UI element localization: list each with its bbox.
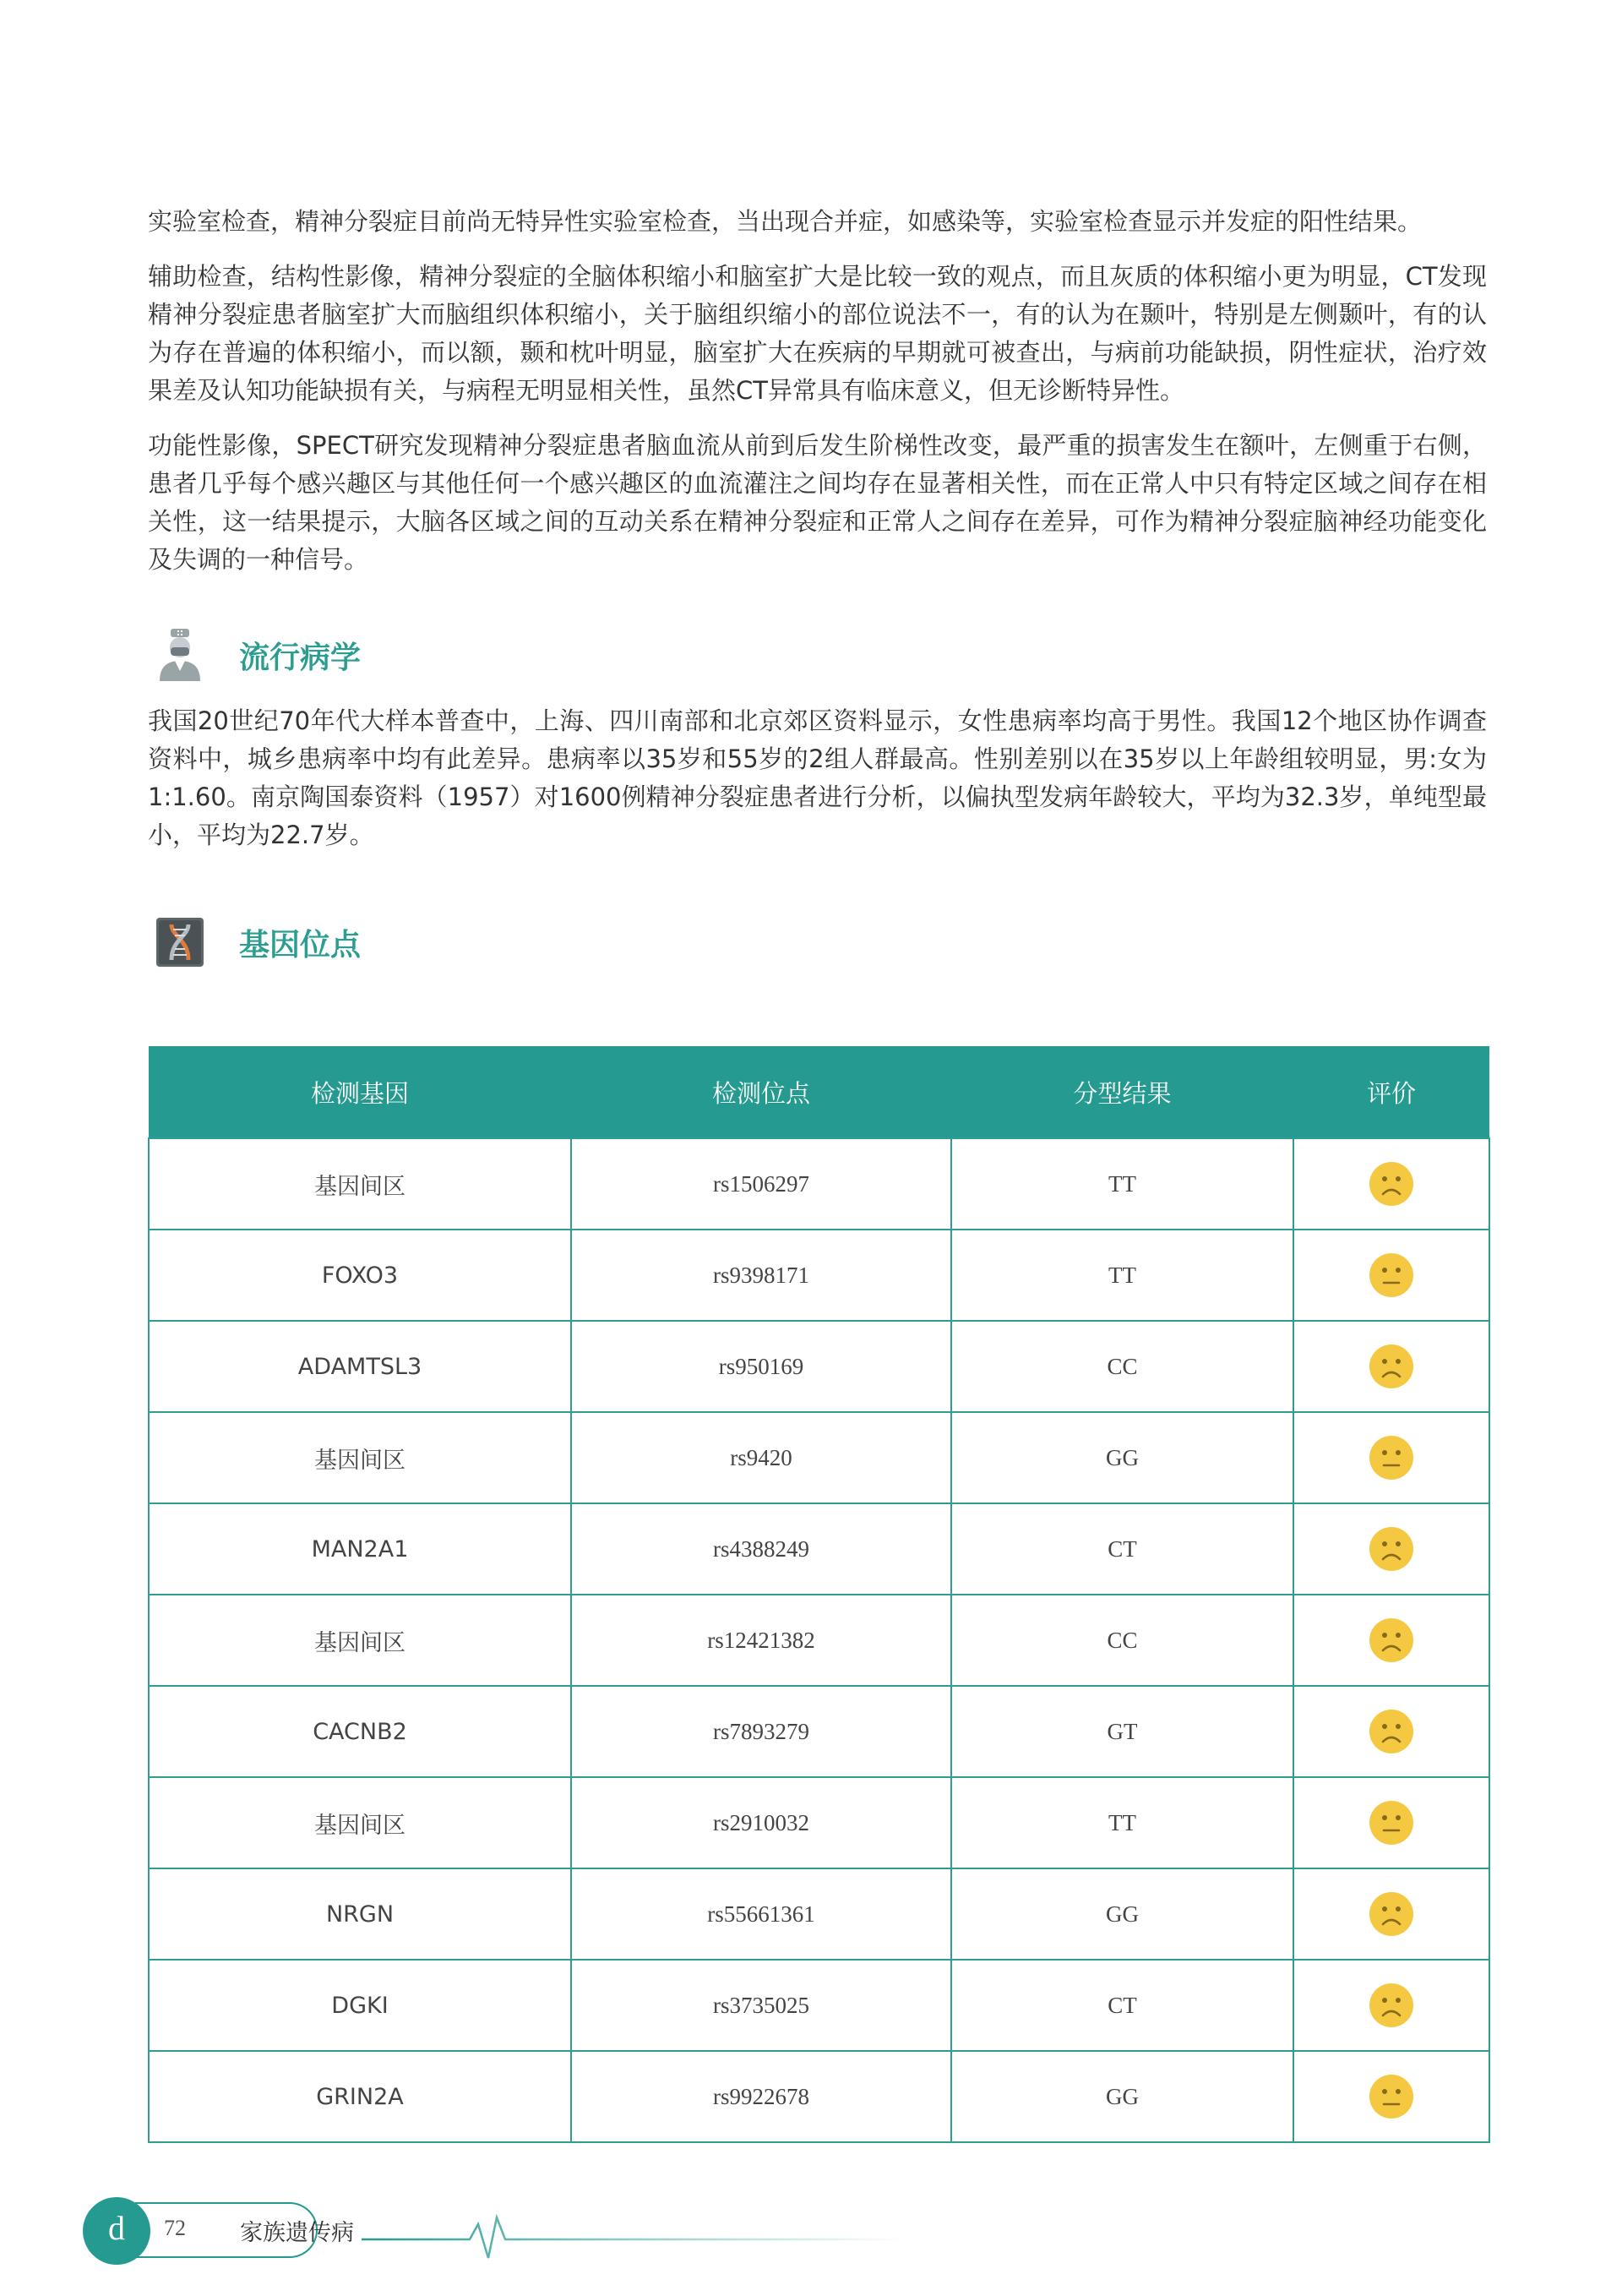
table-row — [149, 1960, 1489, 2051]
table-row — [149, 1686, 1489, 1777]
locus-cell: rs7893279 — [571, 1686, 951, 1777]
gene-table — [148, 1046, 1490, 2143]
gene-cell: 基因间区 — [149, 1777, 571, 1868]
rating-cell — [1293, 1777, 1489, 1868]
section-title-epidemiology: 流行病学 — [239, 640, 362, 675]
page-footer — [83, 2197, 843, 2265]
paragraph-epidemiology: 我国20世纪70年代大样本普查中，上海、四川南部和北京郊区资料显示，女性患病率均高于男性。我国12个地区协作调查资料中，城乡患病率中均有此差异。患病率以35岁和55岁的2组人群最高。性别差别以在35岁以上年龄组较明显，男:女为1:1.60。南京陶国泰资料（1957）对1600例精神分裂症患者进行分析，以偏执型发病年龄较大，平均为32.3岁，单纯型最小，平均为22.7岁。 — [148, 706, 1487, 849]
gene-cell: 基因间区 — [149, 1412, 571, 1503]
locus-cell: rs3735025 — [571, 1960, 951, 2051]
table-row — [149, 1777, 1489, 1868]
heartbeat-line-icon — [362, 2206, 902, 2265]
sad-face-icon — [1368, 1160, 1415, 1208]
table-row — [149, 1595, 1489, 1686]
table-row — [149, 2051, 1489, 2142]
book-title: 家族遗传病 — [240, 2220, 354, 2246]
footer-letter-badge: d — [83, 2197, 150, 2265]
gene-cell: GRIN2A — [149, 2051, 571, 2142]
genotype-cell: CT — [951, 1960, 1293, 2051]
paragraph-lab-tests: 实验室检查，精神分裂症目前尚无特异性实验室检查，当出现合并症，如感染等，实验室检查显示并发症的阳性结果。 — [148, 207, 1423, 236]
rating-cell — [1293, 1868, 1489, 1960]
dna-icon — [155, 914, 205, 970]
locus-cell: rs55661361 — [571, 1868, 951, 1960]
genotype-cell: GG — [951, 1412, 1293, 1503]
rating-cell — [1293, 1960, 1489, 2051]
rating-cell — [1293, 2051, 1489, 2142]
header-rating: 评价 — [1293, 1046, 1489, 1138]
rating-cell — [1293, 1230, 1489, 1321]
neutral-face-icon — [1368, 1252, 1415, 1299]
genotype-cell: GT — [951, 1686, 1293, 1777]
rating-cell — [1293, 1412, 1489, 1503]
header-locus: 检测位点 — [571, 1046, 951, 1138]
gene-cell: 基因间区 — [149, 1138, 571, 1230]
doctor-icon — [155, 627, 205, 683]
paragraph-structural-imaging: 辅助检查，结构性影像，精神分裂症的全脑体积缩小和脑室扩大是比较一致的观点，而且灰质的体积缩小更为明显，CT发现精神分裂症患者脑室扩大而脑组织体积缩小，关于脑组织缩小的部位说法不一，有的认为在颞叶，特别是左侧颞叶，有的认为存在普遍的体积缩小，而以额，颞和枕叶明显，脑室扩大在疾病的早期就可被查出，与病前功能缺损，阴性症状，治疗效果差及认知功能缺损有关，与病程无明显相关性，虽然CT异常具有临床意义，但无诊断特异性。 — [148, 262, 1487, 405]
gene-cell: NRGN — [149, 1868, 571, 1960]
genotype-cell: GG — [951, 2051, 1293, 2142]
genotype-cell: CT — [951, 1503, 1293, 1595]
locus-cell: rs12421382 — [571, 1595, 951, 1686]
rating-cell — [1293, 1321, 1489, 1412]
sad-face-icon — [1368, 1708, 1415, 1755]
table-row — [149, 1138, 1489, 1230]
genotype-cell: GG — [951, 1868, 1293, 1960]
genotype-cell: TT — [951, 1138, 1293, 1230]
gene-cell: 基因间区 — [149, 1595, 571, 1686]
sad-face-icon — [1368, 1617, 1415, 1664]
page-number: 72 — [164, 2216, 186, 2240]
sad-face-icon — [1368, 1343, 1415, 1390]
section-header-gene-loci — [148, 908, 1487, 976]
paragraph-functional-imaging: 功能性影像，SPECT研究发现精神分裂症患者脑血流从前到后发生阶梯性改变，最严重的损害发生在额叶，左侧重于右侧，患者几乎每个感兴趣区与其他任何一个感兴趣区的血流灌注之间均存在显著相关性，而在正常人中只有特定区域之间存在相关性，这一结果提示，大脑各区域之间的互动关系在精神分裂症和正常人之间存在差异，可作为精神分裂症脑神经功能变化及失调的一种信号。 — [148, 431, 1487, 574]
locus-cell: rs9922678 — [571, 2051, 951, 2142]
locus-cell: rs4388249 — [571, 1503, 951, 1595]
rating-cell — [1293, 1503, 1489, 1595]
locus-cell: rs9398171 — [571, 1230, 951, 1321]
header-genotype: 分型结果 — [951, 1046, 1293, 1138]
table-row — [149, 1230, 1489, 1321]
table-row — [149, 1321, 1489, 1412]
table-row — [149, 1868, 1489, 1960]
page-content — [148, 203, 1487, 976]
gene-cell: ADAMTSL3 — [149, 1321, 571, 1412]
section-header-epidemiology — [148, 621, 1487, 689]
rating-cell — [1293, 1595, 1489, 1686]
section-title-gene-loci: 基因位点 — [239, 927, 362, 963]
gene-cell: MAN2A1 — [149, 1503, 571, 1595]
neutral-face-icon — [1368, 1799, 1415, 1846]
genotype-cell: CC — [951, 1595, 1293, 1686]
header-gene: 检测基因 — [149, 1046, 571, 1138]
gene-cell: FOXO3 — [149, 1230, 571, 1321]
gene-cell: DGKI — [149, 1960, 571, 2051]
sad-face-icon — [1368, 1525, 1415, 1573]
genotype-cell: TT — [951, 1777, 1293, 1868]
neutral-face-icon — [1368, 1434, 1415, 1481]
rating-cell — [1293, 1686, 1489, 1777]
sad-face-icon — [1368, 1890, 1415, 1938]
rating-cell — [1293, 1138, 1489, 1230]
genotype-cell: CC — [951, 1321, 1293, 1412]
table-row — [149, 1412, 1489, 1503]
locus-cell: rs9420 — [571, 1412, 951, 1503]
table-row — [149, 1503, 1489, 1595]
locus-cell: rs950169 — [571, 1321, 951, 1412]
genotype-cell: TT — [951, 1230, 1293, 1321]
locus-cell: rs2910032 — [571, 1777, 951, 1868]
locus-cell: rs1506297 — [571, 1138, 951, 1230]
table-header-row — [149, 1046, 1489, 1138]
sad-face-icon — [1368, 1982, 1415, 2029]
neutral-face-icon — [1368, 2073, 1415, 2120]
gene-cell: CACNB2 — [149, 1686, 571, 1777]
